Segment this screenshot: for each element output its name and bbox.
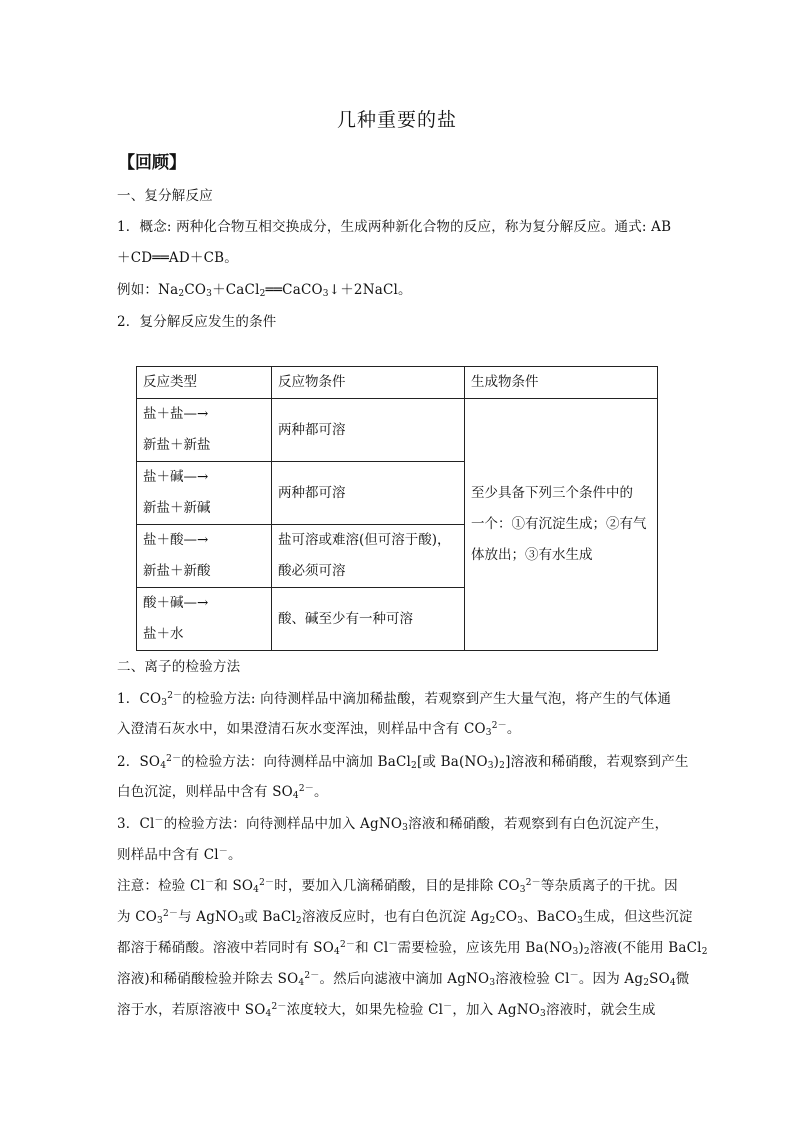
chloride-test-line-2: 则样品中含有 Cl－。 <box>117 847 242 863</box>
table-row <box>137 399 658 462</box>
reactant-condition-cell: 酸、碱至少有一种可溶 <box>272 588 465 651</box>
note-line-3: 都溶于稀硝酸。溶液中若同时有 $SO_4^{2-}$和 Cl－需要检验，应该先用 $Ba(NO_3)_2$溶液(不能用 BaCl$_2$ <box>117 940 708 957</box>
carbonate-test-line-2: 入澄清石灰水中，如果澄清石灰水变浑浊，则样品中含有 $CO_3^{2-}$。 <box>117 721 521 738</box>
product-condition-cell: 至少具备下列三个条件中的 一个：①有沉淀生成；②有气 体放出；③有水生成 <box>465 399 658 651</box>
reaction-type-cell: 盐＋酸—→ 新盐＋新酸 <box>137 525 272 588</box>
header-product: 生成物条件 <box>465 367 658 399</box>
header-type: 反应类型 <box>137 367 272 399</box>
note-line-1: 注意：检验 Cl－和 $SO_4^{2-}$时，要加入几滴稀硝酸，目的是排除 $CO_3^{2-}$等杂质离子的干扰。因 <box>117 878 678 895</box>
reactant-condition-cell: 两种都可溶 <box>272 399 465 462</box>
sulfate-test-line-1: 2．$SO_4^{2-}$的检验方法：向待测样品中滴加 BaCl$_2$[或 $Ba(NO_3)_2$]溶液和稀硝酸，若观察到产生 <box>117 754 689 771</box>
reaction-type-cell: 盐＋碱—→ 新盐＋新碱 <box>137 462 272 525</box>
chloride-test-line-1: 3．Cl－的检验方法：向待测样品中加入 AgNO$_3$溶液和稀硝酸，若观察到有白色沉淀产生， <box>117 816 669 833</box>
section-2-heading: 二、离子的检验方法 <box>117 659 241 675</box>
example-equation: 例如：$Na_2CO_3+CaCl_2══CaCO_3↓+2NaCl$。 <box>117 282 412 299</box>
concept-line-1: 1．概念: 两种化合物互相交换成分，生成两种新化合物的反应，称为复分解反应。通式: AB <box>117 219 672 235</box>
reaction-type-cell: 酸＋碱—→ 盐＋水 <box>137 588 272 651</box>
review-heading: 【回顾】 <box>118 153 186 173</box>
conditions-heading: 2．复分解反应发生的条件 <box>117 314 277 330</box>
header-reactant: 反应物条件 <box>272 367 465 399</box>
page-title: 几种重要的盐 <box>336 109 457 131</box>
section-1-heading: 一、复分解反应 <box>117 188 213 204</box>
reactant-condition-cell: 盐可溶或难溶(但可溶于酸)， 酸必须可溶 <box>272 525 465 588</box>
concept-line-2: ＋CD══AD＋CB。 <box>117 250 238 266</box>
note-line-4: 溶液)和稀硝酸检验并除去 $SO_4^{2-}$。然后向滤液中滴加 AgNO$_3$溶液检验 Cl－。因为 $Ag_2SO_4$微 <box>117 971 690 988</box>
reactant-condition-cell: 两种都可溶 <box>272 462 465 525</box>
note-line-5: 溶于水，若原溶液中 $SO_4^{2-}$浓度较大，如果先检验 Cl－，加入 AgNO$_3$溶液时，就会生成 <box>117 1002 656 1019</box>
reaction-type-cell: 盐＋盐—→ 新盐＋新盐 <box>137 399 272 462</box>
note-line-2: 为 $CO_3^{2-}$与 AgNO$_3$或 BaCl$_2$溶液反应时，也有白色沉淀 $Ag_2CO_3$、BaCO$_3$生成，但这些沉淀 <box>117 909 693 926</box>
sulfate-test-line-2: 白色沉淀，则样品中含有 $SO_4^{2-}$。 <box>117 784 328 801</box>
table-header-row <box>137 367 658 399</box>
conditions-table <box>136 366 658 651</box>
carbonate-test-line-1: 1．$CO_3^{2-}$的检验方法: 向待测样品中滴加稀盐酸，若观察到产生大量气泡，将产生的气体通 <box>117 691 672 708</box>
